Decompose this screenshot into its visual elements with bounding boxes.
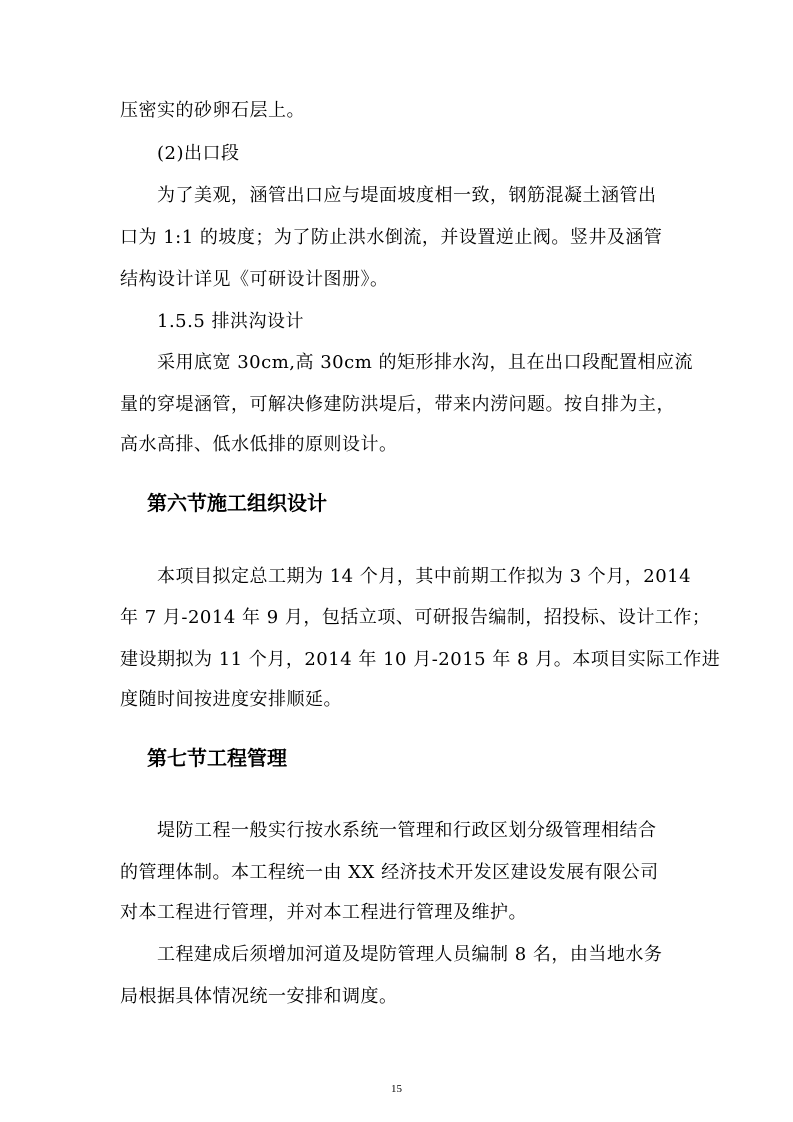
subheading-drainage: 1.5.5 排洪沟设计 [157, 311, 305, 332]
section-heading-seven: 第七节工程管理 [147, 746, 287, 770]
paragraph-line: 年 7 月-2014 年 9 月，包括立项、可研报告编制，招投标、设计工作； [120, 607, 711, 628]
paragraph-line: 结构设计详见《可研设计图册》。 [120, 269, 389, 290]
paragraph-line: 高水高排、低水低排的原则设计。 [120, 434, 398, 455]
paragraph-line: 量的穿堤涵管，可解决修建防洪堤后，带来内涝问题。按自排为主， [120, 394, 675, 415]
subheading-outlet: (2)出口段 [157, 143, 240, 164]
paragraph-line: 建设期拟为 11 个月，2014 年 10 月-2015 年 8 月。本项目实际工作进 [120, 649, 721, 670]
paragraph-line: 堤防工程一般实行按水系统一管理和行政区划分级管理相结合 [157, 820, 657, 841]
paragraph-line: 局根据具体情况统一安排和调度。 [120, 986, 398, 1007]
section-heading-six: 第六节施工组织设计 [147, 491, 327, 515]
paragraph-line: 的管理体制。本工程统一由 XX 经济技术开发区建设发展有限公司 [120, 862, 659, 883]
paragraph-line: 采用底宽 30cm,高 30cm 的矩形排水沟，且在出口段配置相应流 [157, 352, 693, 373]
paragraph-line: 度随时间按进度安排顺延。 [120, 689, 342, 710]
paragraph-line: 为了美观，涵管出口应与堤面坡度相一致，钢筋混凝土涵管出 [157, 185, 657, 206]
paragraph-line: 本项目拟定总工期为 14 个月，其中前期工作拟为 3 个月，2014 [157, 566, 692, 587]
paragraph-continuation: 压密实的砂卵石层上。 [120, 100, 305, 121]
paragraph-line: 口为 1:1 的坡度；为了防止洪水倒流，并设置逆止阀。竖井及涵管 [120, 227, 663, 248]
page-number: 15 [391, 1083, 402, 1095]
paragraph-line: 工程建成后须增加河道及堤防管理人员编制 8 名，由当地水务 [157, 944, 663, 965]
paragraph-line: 对本工程进行管理，并对本工程进行管理及维护。 [120, 902, 527, 923]
